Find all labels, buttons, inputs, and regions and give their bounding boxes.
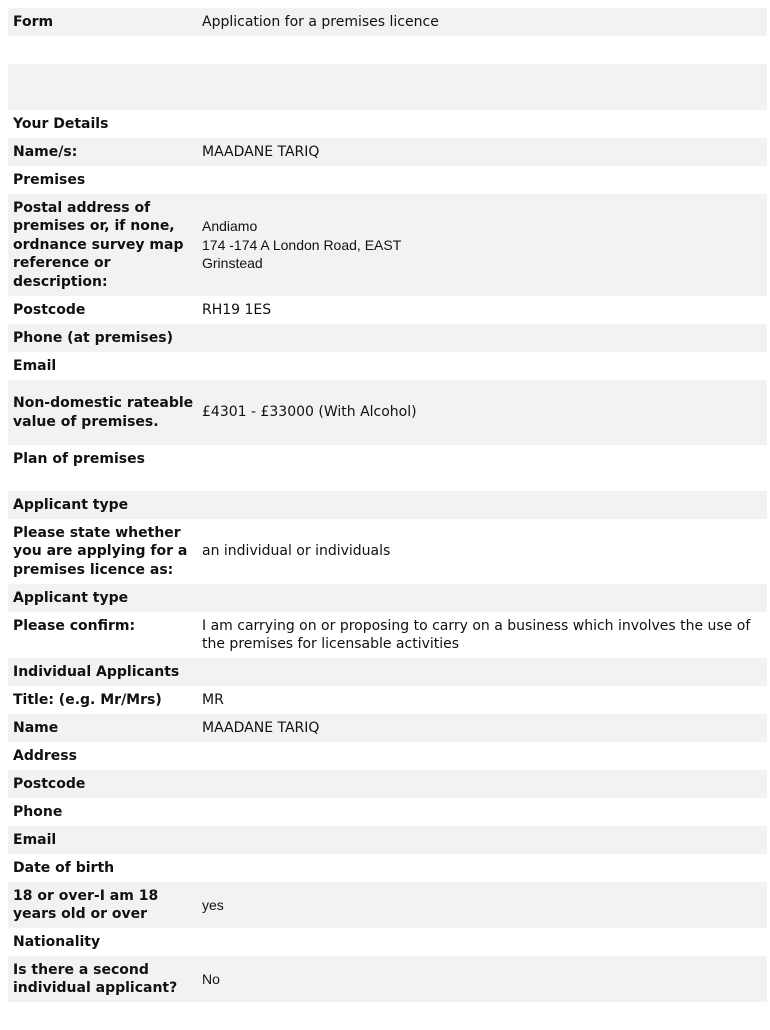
field-value [197, 166, 767, 194]
row-age-confirmation [8, 882, 767, 928]
section-title: Individual Applicants [8, 658, 197, 686]
field-value: MAADANE TARIQ [197, 138, 767, 166]
row-rateable-value [8, 380, 767, 445]
field-value [197, 352, 767, 380]
field-label: Date of birth [8, 854, 197, 882]
field-label: Email [8, 352, 197, 380]
section-header-individual-applicants [8, 658, 767, 686]
field-value: an individual or individuals [197, 519, 767, 584]
field-label [8, 64, 197, 110]
field-value [197, 798, 767, 826]
row-phone-premises [8, 324, 767, 352]
field-value [197, 928, 767, 956]
section-title: Premises [8, 166, 197, 194]
row-postal-address [8, 194, 767, 296]
field-value [197, 742, 767, 770]
field-value: Application for a premises licence [197, 8, 767, 36]
section-header-applicant-type [8, 491, 767, 519]
field-label: Nationality [8, 928, 197, 956]
row-applying-as [8, 519, 767, 584]
field-label: Phone [8, 798, 197, 826]
address-line: Grinstead [202, 255, 263, 272]
row-applicant-name [8, 714, 767, 742]
row-second-applicant [8, 956, 767, 1002]
field-label: Please confirm: [8, 612, 197, 658]
field-value [197, 36, 767, 64]
section-title: Applicant type [8, 584, 197, 612]
field-value: MAADANE TARIQ [197, 714, 767, 742]
field-value [197, 658, 767, 686]
field-value [197, 110, 767, 138]
section-header-premises [8, 166, 767, 194]
row-title [8, 686, 767, 714]
field-label: Postal address of premises or, if none, ordnance survey map reference or description: [8, 194, 197, 296]
field-value [197, 826, 767, 854]
field-label: Title: (e.g. Mr/Mrs) [8, 686, 197, 714]
address-line: Andiamo [202, 218, 258, 235]
field-value [197, 854, 767, 882]
section-title: Applicant type [8, 491, 197, 519]
field-value: RH19 1ES [197, 296, 767, 324]
field-value [197, 491, 767, 519]
row-spacer [8, 1002, 767, 1030]
row-applicant-address [8, 742, 767, 770]
section-header-your-details [8, 110, 767, 138]
field-value [197, 584, 767, 612]
field-value [197, 1002, 767, 1030]
premises-licence-form-table [8, 8, 767, 1030]
row-date-of-birth [8, 854, 767, 882]
section-title: Your Details [8, 110, 197, 138]
row-names [8, 138, 767, 166]
row-spacer [8, 64, 767, 110]
field-label: Email [8, 826, 197, 854]
row-spacer [8, 36, 767, 64]
field-value [197, 64, 767, 110]
field-value [197, 445, 767, 491]
row-plan-of-premises [8, 445, 767, 491]
row-applicant-postcode [8, 770, 767, 798]
field-value: No [197, 956, 767, 1002]
field-label: Address [8, 742, 197, 770]
field-label: Please state whether you are applying for a premises licence as: [8, 519, 197, 584]
field-label: Form [8, 8, 197, 36]
field-label: Postcode [8, 296, 197, 324]
field-value [197, 194, 767, 296]
row-postcode [8, 296, 767, 324]
field-label: 18 or over-I am 18 years old or over [8, 882, 197, 928]
field-label: Plan of premises [8, 445, 197, 491]
field-label: Non-domestic rateable value of premises. [8, 380, 197, 445]
row-applicant-email [8, 826, 767, 854]
field-label: Postcode [8, 770, 197, 798]
row-email [8, 352, 767, 380]
field-value: £4301 - £33000 (With Alcohol) [197, 380, 767, 445]
field-value: yes [197, 882, 767, 928]
row-applicant-phone [8, 798, 767, 826]
field-label: Name/s: [8, 138, 197, 166]
field-label: Phone (at premises) [8, 324, 197, 352]
field-value [197, 324, 767, 352]
field-value: I am carrying on or proposing to carry on a business which involves the use of the premises for licensable activities [197, 612, 767, 658]
field-label [8, 1002, 197, 1030]
field-value [197, 770, 767, 798]
section-header-applicant-type [8, 584, 767, 612]
address-line: 174 -174 A London Road, EAST [202, 236, 402, 253]
field-label: Is there a second individual applicant? [8, 956, 197, 1002]
row-please-confirm [8, 612, 767, 658]
row-form [8, 8, 767, 36]
field-label [8, 36, 197, 64]
row-nationality [8, 928, 767, 956]
field-value: MR [197, 686, 767, 714]
field-label: Name [8, 714, 197, 742]
